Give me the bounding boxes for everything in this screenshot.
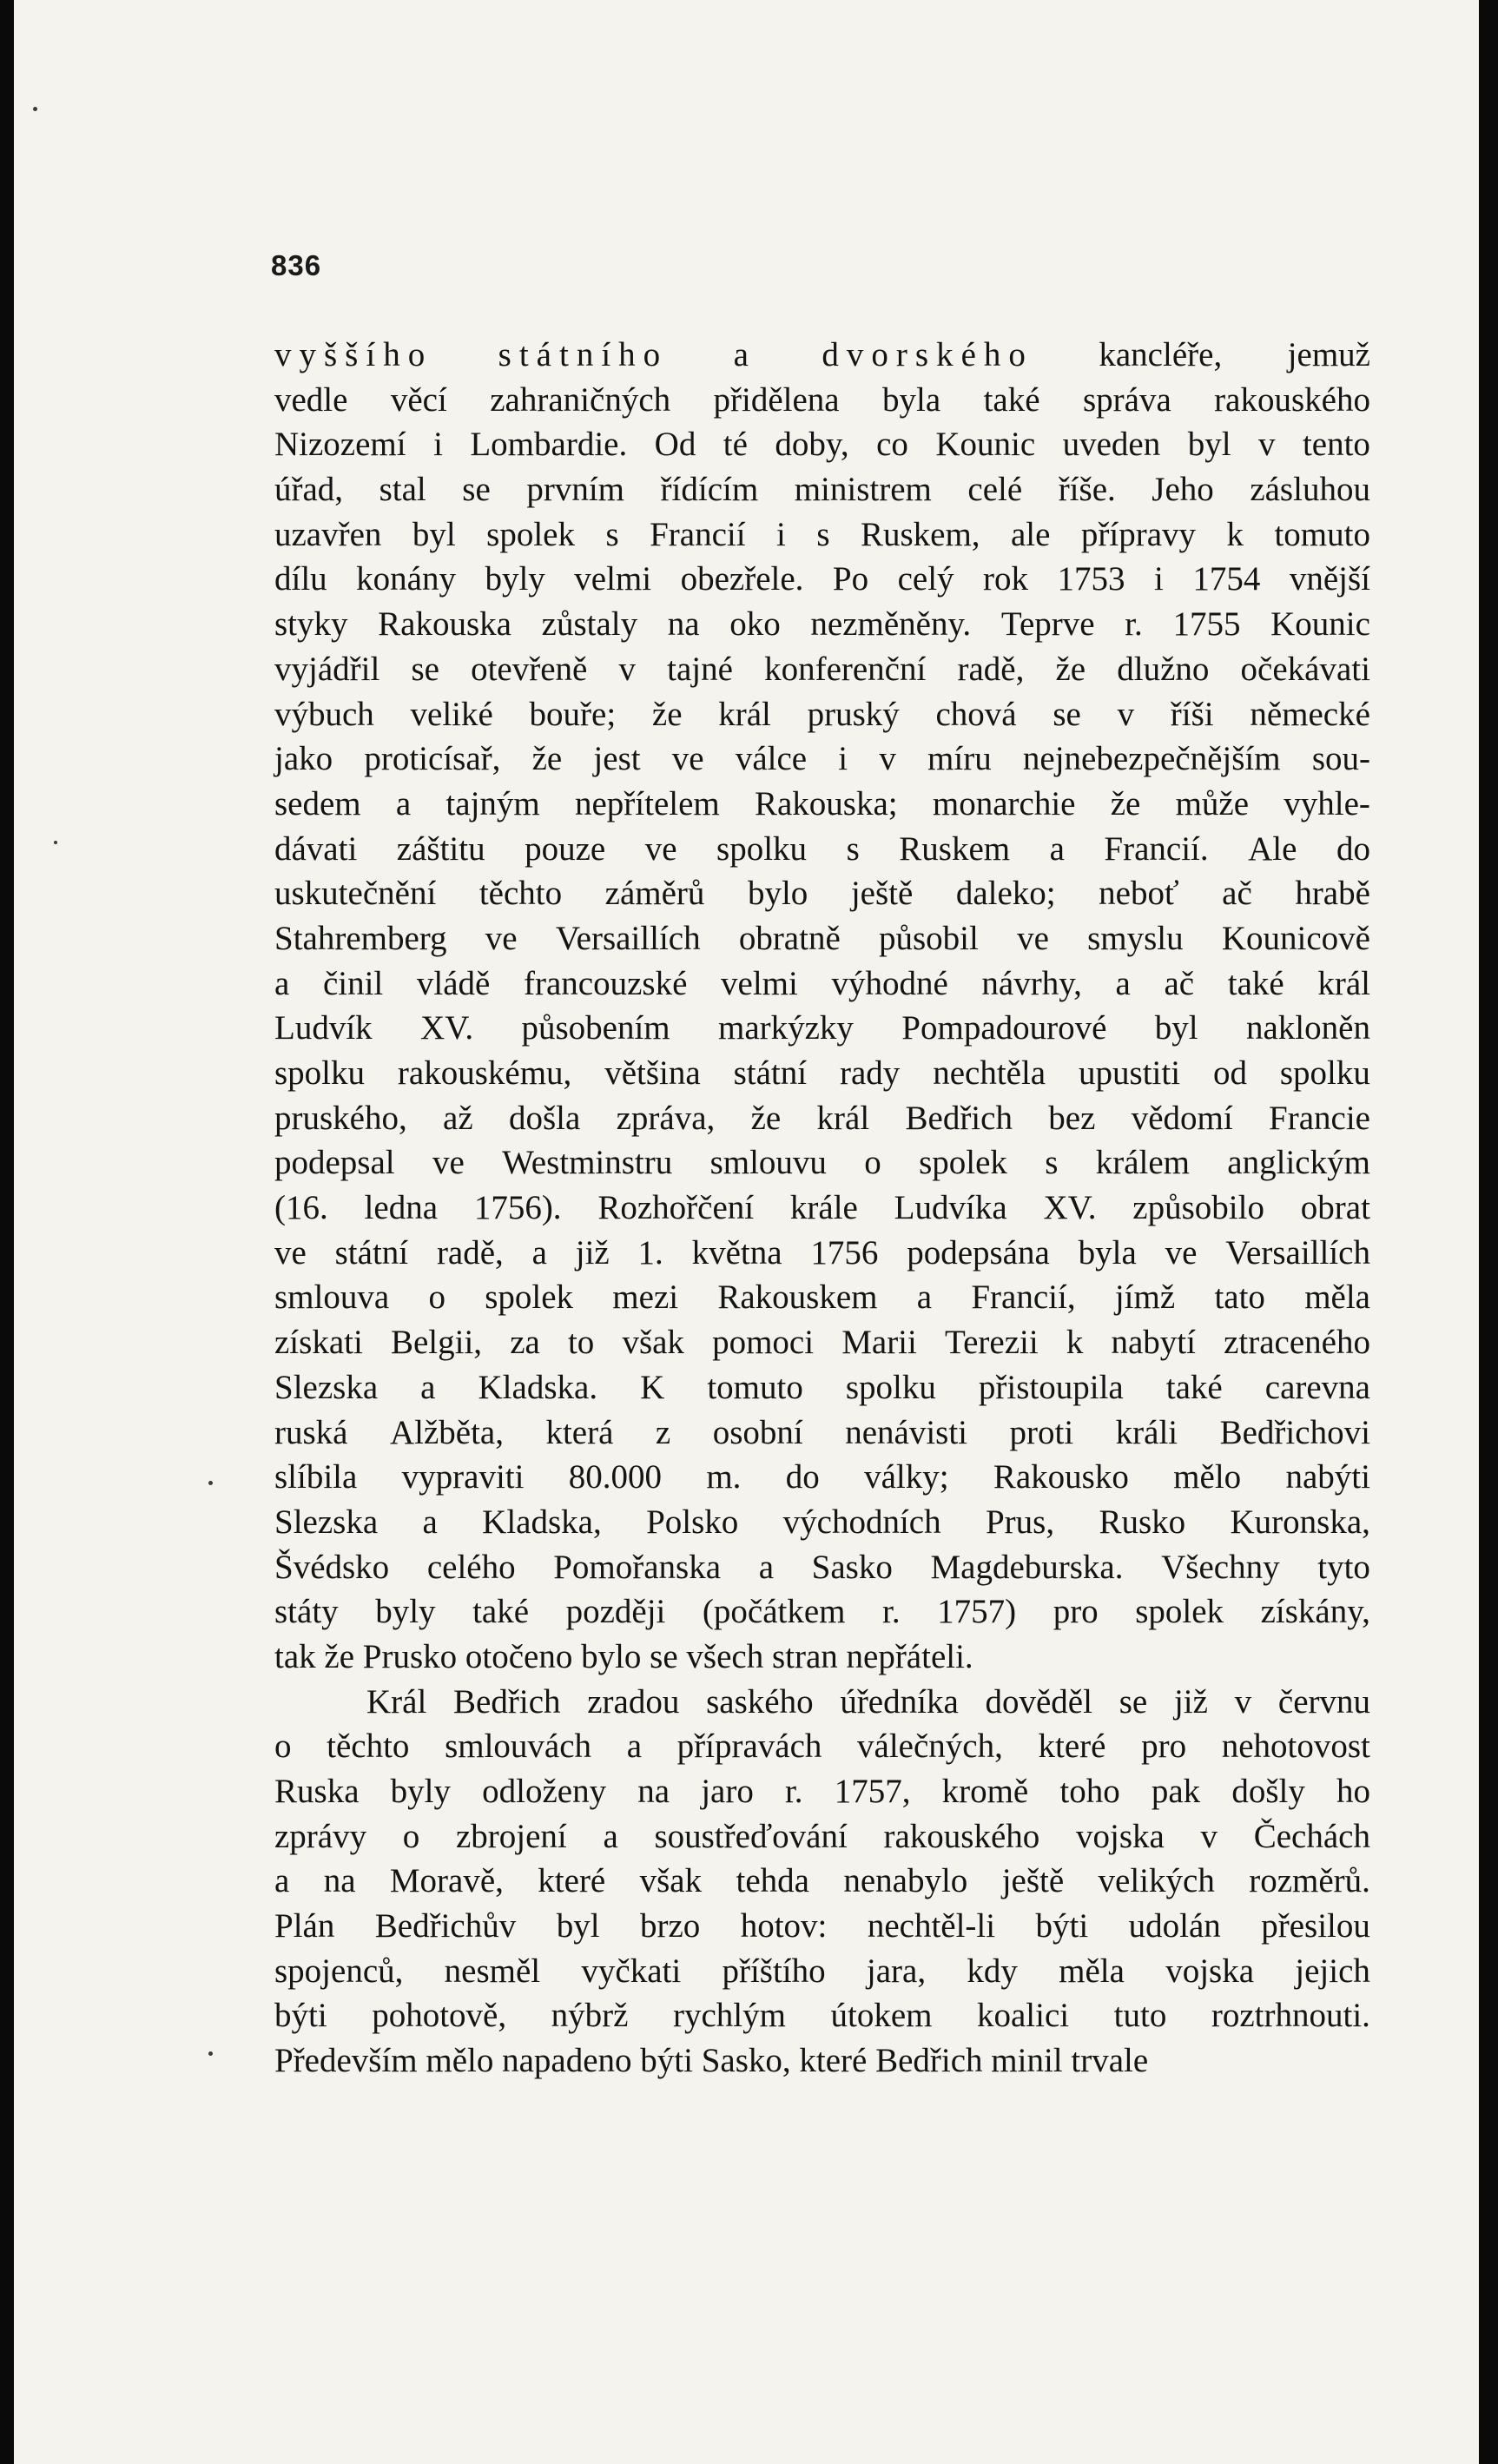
text-line: Především mělo napadeno býti Sasko, které Bedřich minil trvale [274,2042,1149,2080]
text-line: Nizozemí i Lombardie. Od té doby, co Kounic uveden byl v tento [274,426,1370,464]
text-line: Ruska byly odloženy na jaro r. 1757, kromě toho pak došly ho [274,1773,1370,1810]
paper-speck [208,2051,213,2056]
text-line: smlouva o spolek mezi Rakouskem a Francií, jímž tato měla [274,1278,1370,1317]
text-line: Ludvík XV. působením markýzky Pompadourové byl nakloněn [274,1009,1370,1047]
text-line: býti pohotově, nýbrž rychlým útokem koalici tuto roztrhnouti. [274,1997,1370,2035]
text-line: jako proticísař, že jest ve válce i v míru nejnebezpečnějším sou- [274,740,1370,778]
text-line: úřad, stal se prvním řídícím ministrem celé říše. Jeho zásluhou [274,471,1370,509]
text-line: získati Belgii, za to však pomoci Marii Terezii k nabytí ztraceného [274,1324,1370,1362]
text-line: Slezska a Kladska, Polsko východních Prus, Rusko Kuronska, [274,1503,1370,1541]
text-line: dílu konány byly velmi obezřele. Po celý rok 1753 i 1754 vnější [274,560,1370,598]
text-line: Plán Bedřichův byl brzo hotov: nechtěl-li býti udolán přesilou [274,1907,1370,1945]
text-line: státy byly také později (počátkem r. 1757) pro spolek získány, [274,1593,1370,1631]
paper-speck [33,107,37,111]
page-number: 836 [271,249,322,281]
text-line: Stahremberg ve Versaillích obratně působil ve smyslu Kounicově [274,919,1370,957]
text-line: ruská Alžběta, která z osobní nenávisti proti králi Bedřichovi [274,1413,1370,1451]
text-line: vedle věcí zahraničných přidělena byla také správa rakouského [274,380,1370,419]
text-line: o těchto smlouvách a přípravách válečných, které pro nehotovost [274,1727,1370,1766]
text-line: uskutečnění těchto záměrů bylo ještě daleko; neboť ač hrabě [274,875,1370,913]
text-line: vyššího státního a dvorského kancléře, jemuž [274,336,1370,373]
text-line: sedem a tajným nepřítelem Rakouska; monarchie že může vyhle- [274,784,1370,822]
text-line: podepsal ve Westminstru smlouvu o spolek s králem anglickým [274,1144,1370,1182]
text-line: (16. ledna 1756). Rozhořčení krále Ludvíka XV. způsobilo obrat [274,1189,1370,1227]
text-line: slíbila vypraviti 80.000 m. do války; Rakousko mělo nabýti [274,1458,1370,1496]
text-line: Švédsko celého Pomořanska a Sasko Magdeburska. Všechny tyto [274,1548,1370,1586]
text-line: spolku rakouskému, většina státní rady nechtěla upustiti od spolku [274,1054,1370,1092]
text-line: dávati záštitu pouze ve spolku s Ruskem a Francií. Ale do [274,829,1370,868]
text-line: Král Bedřich zradou saského úředníka dověděl se již v červnu [366,1682,1370,1721]
body-text [274,333,1370,2084]
text-line: tak že Prusko otočeno bylo se všech stran nepřáteli. [274,1637,973,1675]
paper-speck [54,841,57,844]
text-line: styky Rakouska zůstaly na oko nezměněny. Teprve r. 1755 Kounic [274,605,1370,644]
text-line: výbuch veliké bouře; že král pruský chová se v říši německé [274,695,1370,733]
paper-speck [208,1481,213,1485]
text-line: Slezska a Kladska. K tomuto spolku přistoupila také carevna [274,1368,1370,1406]
text-line: uzavřen byl spolek s Francií i s Ruskem, ale přípravy k tomuto [274,515,1370,553]
text-line: spojenců, nesměl vyčkati příštího jara, kdy měla vojska jejich [274,1952,1370,1990]
text-line: a činil vládě francouzské velmi výhodné návrhy, a ač také král [274,964,1370,1002]
text-line: vyjádřil se otevřeně v tajné konferenční radě, že dlužno očekávati [274,650,1370,688]
text-line: zprávy o zbrojení a soustřeďování rakouského vojska v Čechách [274,1817,1370,1855]
text-line: ve státní radě, a již 1. května 1756 podepsána byla ve Versaillích [274,1233,1370,1272]
text-line: pruského, až došla zpráva, že král Bedřich bez vědomí Francie [274,1099,1370,1137]
text-line: a na Moravě, které však tehda nenabylo ještě velikých rozměrů. [274,1862,1370,1900]
